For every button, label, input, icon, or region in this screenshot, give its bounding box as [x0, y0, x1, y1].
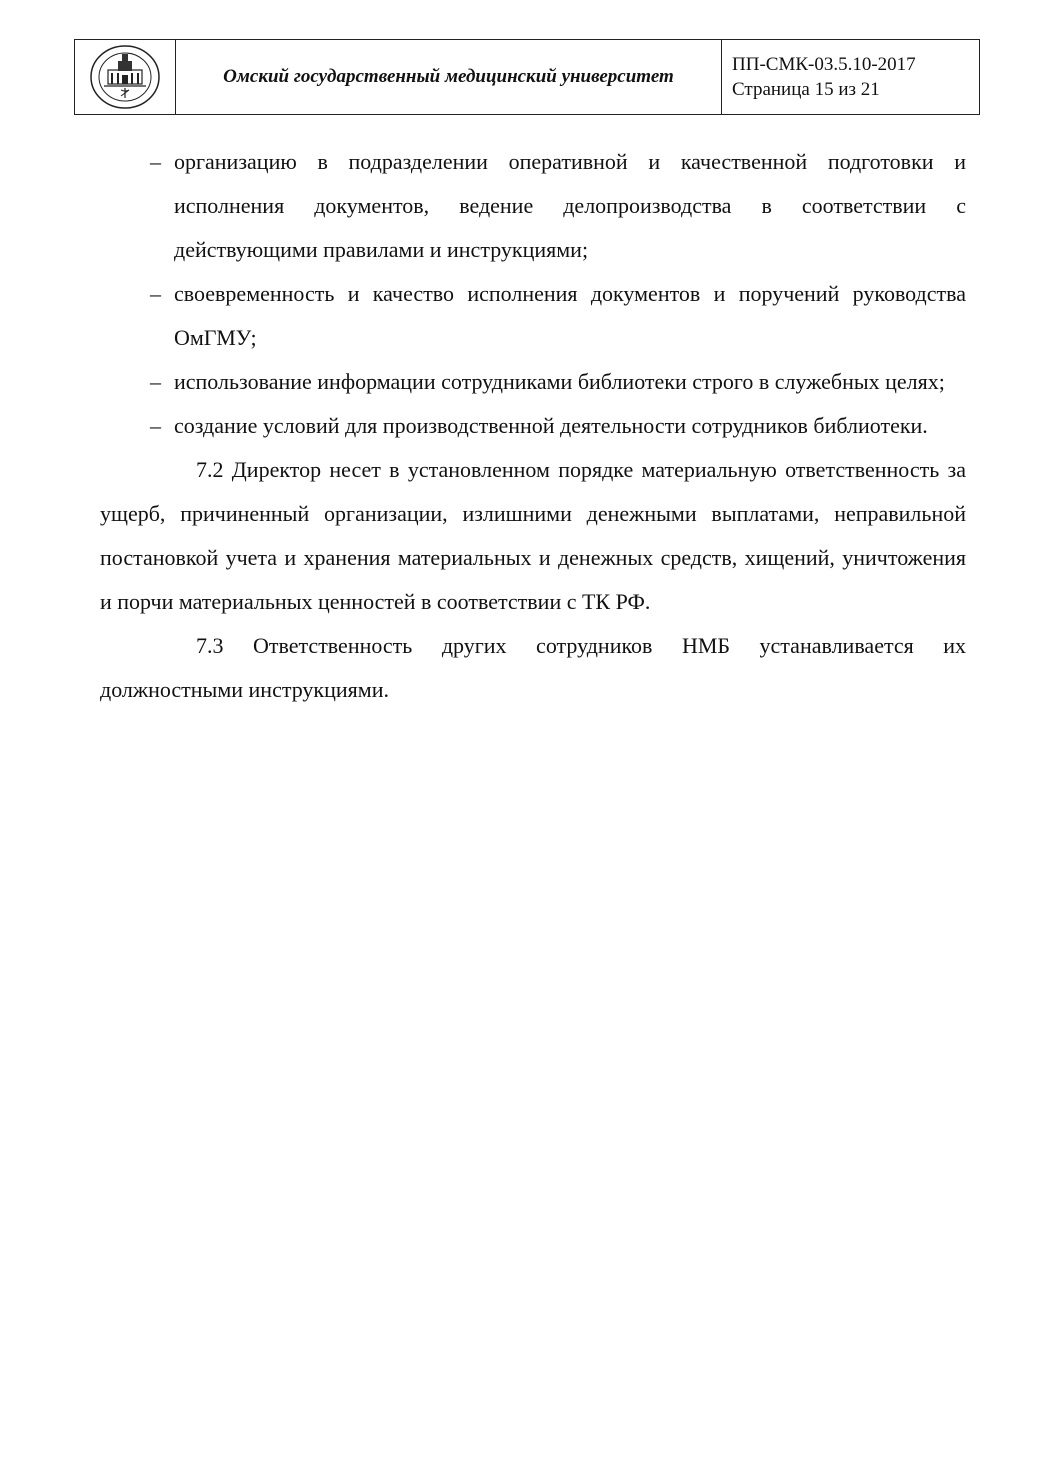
list-item-text: организацию в подразделении оперативной и качественной подготовки и исполнения документов, ведение делопроизводства в соответствии с действующими правилами и инструкциями;: [174, 149, 966, 262]
bullet-marker: –: [150, 369, 161, 394]
list-item: [100, 360, 966, 404]
page-number: Страница 15 из 21: [732, 79, 880, 100]
logo-cell: [75, 40, 176, 114]
list-item: [100, 140, 966, 272]
organization-name: Омский государственный медицинский университет: [176, 40, 722, 114]
paragraph-number: 7.2: [196, 457, 224, 482]
list-item: [100, 272, 966, 360]
document-body: [100, 140, 966, 712]
bullet-marker: –: [150, 149, 161, 174]
paragraph-7-3: [100, 624, 966, 712]
paragraph-text: Директор несет в установленном порядке материальную ответственность за ущерб, причиненный организации, излишними денежными выплатами, неправильной постановкой учета и хранения материальных и денежных средств, хищений, уничтожения и порчи материальных ценностей в соответствии с ТК РФ.: [100, 457, 966, 614]
list-item-text: создание условий для производственной деятельности сотрудников библиотеки.: [174, 413, 928, 438]
list-item-text: своевременность и качество исполнения документов и поручений руководства ОмГМУ;: [174, 281, 966, 350]
bullet-marker: –: [150, 413, 161, 438]
document-info: [722, 40, 979, 114]
paragraph-text: Ответственность других сотрудников НМБ устанавливается их должностными инструкциями.: [100, 633, 967, 702]
list-item: [100, 404, 966, 448]
paragraph-number: 7.3: [196, 633, 224, 658]
bullet-marker: –: [150, 281, 161, 306]
paragraph-7-2: [100, 448, 966, 624]
document-code: ПП-СМК-03.5.10-2017: [732, 54, 916, 75]
list-item-text: использование информации сотрудниками библиотеки строго в служебных целях;: [174, 369, 945, 394]
document-header: [74, 39, 980, 115]
university-logo-icon: [88, 44, 162, 110]
